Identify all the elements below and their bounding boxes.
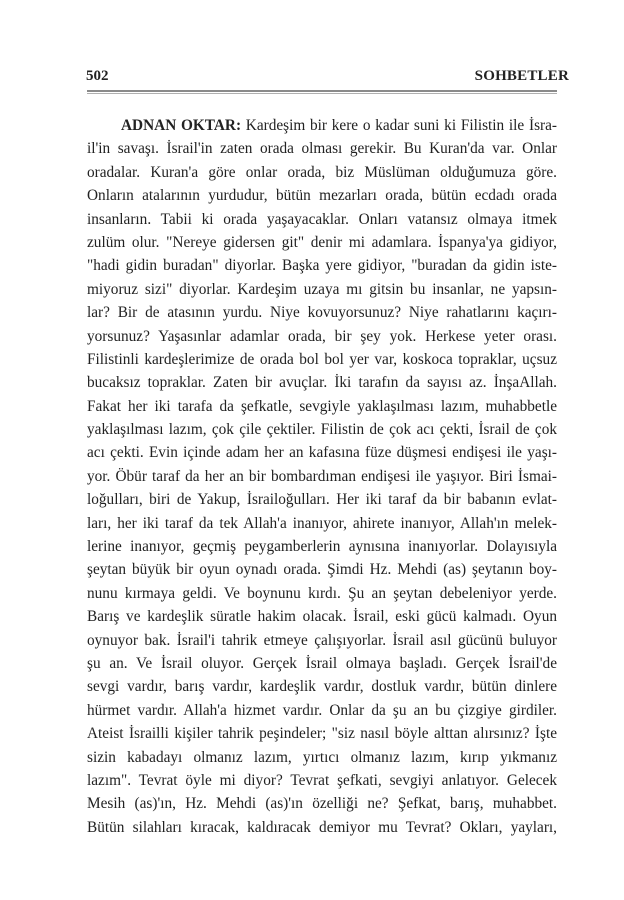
text-line: oradalar. Kuran'a göre onlar orada, biz Müslüman olduğumuza göre. [87,163,557,181]
text-line: oynuyor bak. İsrail'i tahrik etmeye çalışıyorlar. İsrail asıl gücünü buluyor [87,631,557,649]
text-line: Barış ve kardeşlik süratle hakim olacak. İsrail, eski gücü kalmadı. Oyun [87,608,557,626]
text-line: Mesih (as)'ın, Hz. Mehdi (as)'ın özelliği ne? Şefkat, barış, muhabbet. [87,795,557,813]
text-line: Onların atalarının yurdudur, bütün mezarları orada, bütün ecdadı orada [87,187,557,205]
text-line: sevgi vardır, barış vardır, kardeşlik vardır, dostluk vardır, bütün dinlere [87,678,557,696]
text-line: zulüm olur. "Nereye gidersen git" denir mi adamlara. İspanya'ya gidiyor, [87,233,557,251]
running-title: SOHBETLER [474,68,569,84]
page-number: 502 [86,68,109,84]
text-line: insanların. Tabii ki orada yaşayacaklar. Onları vatansız olmaya itmek [87,210,557,228]
text-line [87,114,557,137]
text-line: Bütün silahları kıracak, kaldıracak demiyor mu Tevrat? Okları, yayları, [87,818,557,836]
text-line: "hadi gidin buradan" diyorlar. Başka yere gidiyor, "buradan da gidin iste- [87,257,557,275]
text-line: hürmet vardır. Allah'a hizmet vardır. Onlar da şu an bu çizgiye girdiler. [87,701,557,719]
text-line: şeytan büyük bir oyun oynadı orada. Şimdi Hz. Mehdi (as) şeytanın boy- [87,561,557,579]
text-line: yor. Öbür taraf da her an bir bombardıman endişesi ile yaşıyor. Biri İsmai- [87,467,557,485]
page-header [86,68,569,90]
text-line: lerine inanıyor, geçmiş peygamberlerin aynısına inanıyorlar. Dolayısıyla [87,538,557,556]
text-line: Fakat her iki tarafa da şefkatle, sevgiyle yaklaşılması lazım, muhabbetle [87,397,557,415]
text-line: bucaksız topraklar. Zaten bir avuçlar. İki tarafın da sayısı az. İnşaAllah. [87,374,557,392]
text-line: miyoruz sizi" diyorlar. Kardeşim uzaya mı gitsin bu insanlar, ne yapsın- [87,280,557,298]
text-line: şu an. Ve İsrail oluyor. Gerçek İsrail olmaya başladı. Gerçek İsrail'de [87,654,557,672]
text-line: lar? Bir de atasının yurdu. Niye kovuyorsunuz? Niye rahatlarını kaçırı- [87,304,557,322]
text-line: yaklaşılması lazım, çok çile çektiler. Filistin de çok acı çekti, İsrail de çok [87,421,557,439]
text-line: loğulları, biri de Yakup, İsrailoğulları. Her iki taraf da bir babanın evlat- [87,491,557,509]
text-line: lazım". Tevrat öyle mi diyor? Tevrat şefkati, sevgiyi anlatıyor. Gelecek [87,771,557,789]
text-line: il'in savaşı. İsrail'in zaten orada olması gerekir. Bu Kuran'da var. Onlar [87,140,557,158]
text-line: acı çekti. Evin içinde adam her an kafasına füze düşmesi endişesi ile yaşı- [87,444,557,462]
text-line: ları, her iki taraf da tek Allah'a inanıyor, ahirete inanıyor, Allah'ın melek- [87,514,557,532]
header-rule [87,90,557,94]
text-line: Ateist İsrailli kişiler tahrik peşindeler; "siz nasıl böyle alttan alırsınız? İşte [87,725,557,743]
speaker-name: ADNAN OKTAR: [121,117,242,134]
body-text [87,114,557,839]
text-line: sizin kabadayı olmanız lazım, yırtıcı olmanız lazım, kırıp yıkmanız [87,748,557,766]
text-line-content: Kardeşim bir kere o kadar suni ki Filistin ile İsra- [241,117,557,134]
text-line: nunu kırmaya geldi. Ve boynunu kırdı. Şu an şeytan debeleniyor yerde. [87,584,557,602]
text-line: yorsunuz? Yaşasınlar adamlar orada, bir şey yok. Herkese yeter orası. [87,327,557,345]
text-line: Filistinli kardeşlerimize de orada bol bol yer var, koskoca topraklar, uçsuz [87,350,557,368]
